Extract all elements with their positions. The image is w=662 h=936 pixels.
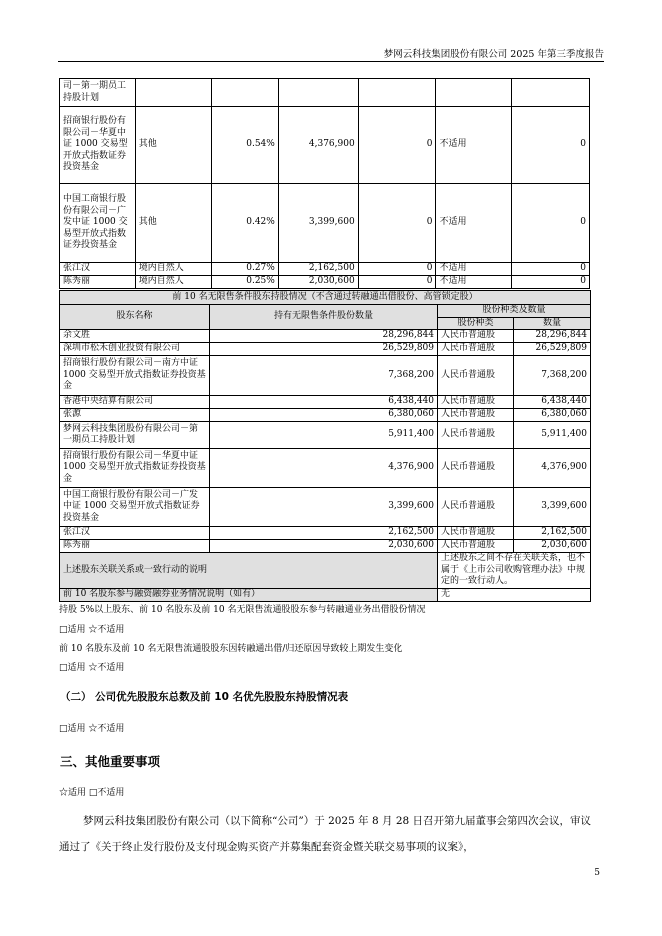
pledge-status: 不适用 (436, 107, 512, 184)
holder-type: 其他 (135, 107, 212, 184)
col-header-kind-group: 股份种类及数量 (438, 305, 591, 318)
share-qty: 4,376,900 (514, 449, 591, 488)
share-qty: 26,529,809 (514, 343, 591, 356)
share-kind: 人民币普通股 (438, 449, 514, 488)
holder-name: 招商银行股份有限公司－南方中证 1000 交易型开放式指数证券投资基金 (60, 356, 210, 396)
table-row (60, 107, 590, 184)
holder-shares: 2,030,600 (210, 540, 438, 553)
holder-name: 中国工商银行股份有限公司－广发中证 1000 交易型开放式指数证券投资基金 (60, 488, 210, 527)
holder-ratio: 0.25% (212, 276, 278, 289)
table-row (60, 488, 591, 527)
table-row (60, 184, 590, 263)
holder-shares: 6,438,440 (210, 396, 438, 409)
share-kind: 人民币普通股 (438, 343, 514, 356)
holder-shares: 2,030,600 (278, 276, 358, 289)
holder-shares: 2,162,500 (210, 527, 438, 540)
table-row (60, 527, 591, 540)
header-title: 梦网云科技集团股份有限公司 2025 年第三季度报告 (383, 49, 604, 60)
holder-shares: 26,529,809 (210, 343, 438, 356)
share-qty: 6,380,060 (514, 409, 591, 422)
table-row (60, 396, 591, 409)
table-row (60, 409, 591, 422)
restricted-shares: 0 (358, 107, 436, 184)
restricted-shares: 0 (358, 184, 436, 263)
share-kind: 人民币普通股 (438, 540, 514, 553)
share-kind: 人民币普通股 (438, 396, 514, 409)
table-row (60, 291, 591, 305)
holder-name: 张江汉 (60, 527, 210, 540)
holder-name: 招商银行股份有限公司－华夏中证 1000 交易型开放式指数证券投资基金 (60, 449, 210, 488)
holder-name: 张源 (60, 409, 210, 422)
note-change-option: □适用 ☆不适用 (59, 663, 125, 673)
holder-ratio: 0.54% (212, 107, 278, 184)
pledge-qty: 0 (512, 276, 590, 289)
holder-shares: 7,368,200 (210, 356, 438, 396)
share-qty: 28,296,844 (514, 330, 591, 343)
holder-shares: 3,399,600 (210, 488, 438, 527)
section-other-title: 三、其他重要事项 (60, 754, 161, 769)
table-row (60, 449, 591, 488)
col-header-shares: 持有无限售条件股份数量 (210, 305, 438, 330)
share-kind: 人民币普通股 (438, 422, 514, 449)
holder-name: 张江汉 (60, 263, 136, 276)
page-header (0, 0, 662, 62)
share-kind: 人民币普通股 (438, 527, 514, 540)
section-preferred-title: （二） 公司优先股股东总数及前 10 名优先股股东持股情况表 (60, 691, 349, 703)
top-shareholders-table (59, 78, 590, 289)
holder-name: 深圳市松禾创业投资有限公司 (60, 343, 210, 356)
table-row (60, 276, 590, 289)
restricted-shares: 0 (358, 263, 436, 276)
holder-name: 司－第一期员工持股计划 (60, 79, 136, 107)
pledge-qty: 0 (512, 184, 590, 263)
pledge-status: 不适用 (436, 184, 512, 263)
share-qty: 3,399,600 (514, 488, 591, 527)
share-qty: 6,438,440 (514, 396, 591, 409)
holder-shares: 28,296,844 (210, 330, 438, 343)
note-lending-option: □适用 ☆不适用 (59, 625, 125, 635)
holder-shares: 4,376,900 (210, 449, 438, 488)
table-title: 前 10 名无限售条件股东持股情况（不含通过转融通出借股份、高管锁定股） (60, 291, 591, 305)
holder-name: 香港中央结算有限公司 (60, 396, 210, 409)
table-row (60, 343, 591, 356)
table-row (60, 330, 591, 343)
holder-type: 境内自然人 (135, 276, 212, 289)
table-row (60, 263, 590, 276)
holder-shares: 4,376,900 (278, 107, 358, 184)
pledge-status: 不适用 (436, 263, 512, 276)
share-kind: 人民币普通股 (438, 356, 514, 396)
share-qty: 7,368,200 (514, 356, 591, 396)
holder-ratio: 0.27% (212, 263, 278, 276)
holder-ratio: 0.42% (212, 184, 278, 263)
section-preferred-option: □适用 ☆不适用 (59, 724, 125, 734)
table-header-row (60, 305, 591, 318)
share-qty: 5,911,400 (514, 422, 591, 449)
col-header-name: 股东名称 (60, 305, 210, 330)
holder-name: 陈秀丽 (60, 276, 136, 289)
table-row (60, 356, 591, 396)
holder-name: 中国工商银行股份有限公司－广发中证 1000 交易型开放式指数证券投资基金 (60, 184, 136, 263)
section-other-option: ☆适用 □不适用 (59, 788, 125, 798)
share-qty: 2,030,600 (514, 540, 591, 553)
table-row (60, 79, 590, 107)
table-row (60, 540, 591, 553)
relation-text: 上述股东之间不存在关联关系，也不属于《上市公司收购管理办法》中规定的一致行动人。 (438, 553, 591, 589)
pledge-status: 不适用 (436, 276, 512, 289)
holder-shares: 2,162,500 (278, 263, 358, 276)
table-row (60, 588, 591, 601)
holder-shares: 6,380,060 (210, 409, 438, 422)
share-kind: 人民币普通股 (438, 330, 514, 343)
unrestricted-shareholders-table (59, 290, 591, 602)
holder-name: 梦网云科技集团股份有限公司－第一期员工持股计划 (60, 422, 210, 449)
col-header-kind: 股份种类 (438, 317, 514, 330)
share-kind: 人民币普通股 (438, 409, 514, 422)
note-change: 前 10 名股东及前 10 名无限售流通股股东因转融通出借/归还原因导致较上期发生变化 (59, 644, 403, 654)
margin-text: 无 (438, 588, 591, 601)
pledge-qty: 0 (512, 263, 590, 276)
holder-name: 余文胜 (60, 330, 210, 343)
holder-name: 招商银行股份有限公司－华夏中证 1000 交易型开放式指数证券投资基金 (60, 107, 136, 184)
pledge-qty: 0 (512, 107, 590, 184)
page-number: 5 (594, 868, 600, 878)
section-other-body: 梦网云科技集团股份有限公司（以下简称“公司”）于 2025 年 8 月 28 日召开第九届董事会第四次会议，审议通过了《关于终止发行股份及支付现金购买资产并募集配套资金暨关联交易事项的议案》， (59, 815, 592, 853)
table-row (60, 422, 591, 449)
share-kind: 人民币普通股 (438, 488, 514, 527)
restricted-shares: 0 (358, 276, 436, 289)
relation-label: 上述股东关联关系或一致行动的说明 (60, 553, 438, 589)
holder-type: 其他 (135, 184, 212, 263)
share-qty: 2,162,500 (514, 527, 591, 540)
holder-shares: 5,911,400 (210, 422, 438, 449)
holder-name: 陈秀丽 (60, 540, 210, 553)
holder-shares: 3,399,600 (278, 184, 358, 263)
header-rule (58, 61, 604, 62)
margin-label: 前 10 名股东参与融资融券业务情况说明（如有） (60, 588, 438, 601)
col-header-qty: 数量 (514, 317, 591, 330)
table-row (60, 553, 591, 589)
note-lending: 持股 5%以上股东、前 10 名股东及前 10 名无限售流通股股东参与转融通业务出借股份情况 (59, 605, 426, 615)
holder-type: 境内自然人 (135, 263, 212, 276)
